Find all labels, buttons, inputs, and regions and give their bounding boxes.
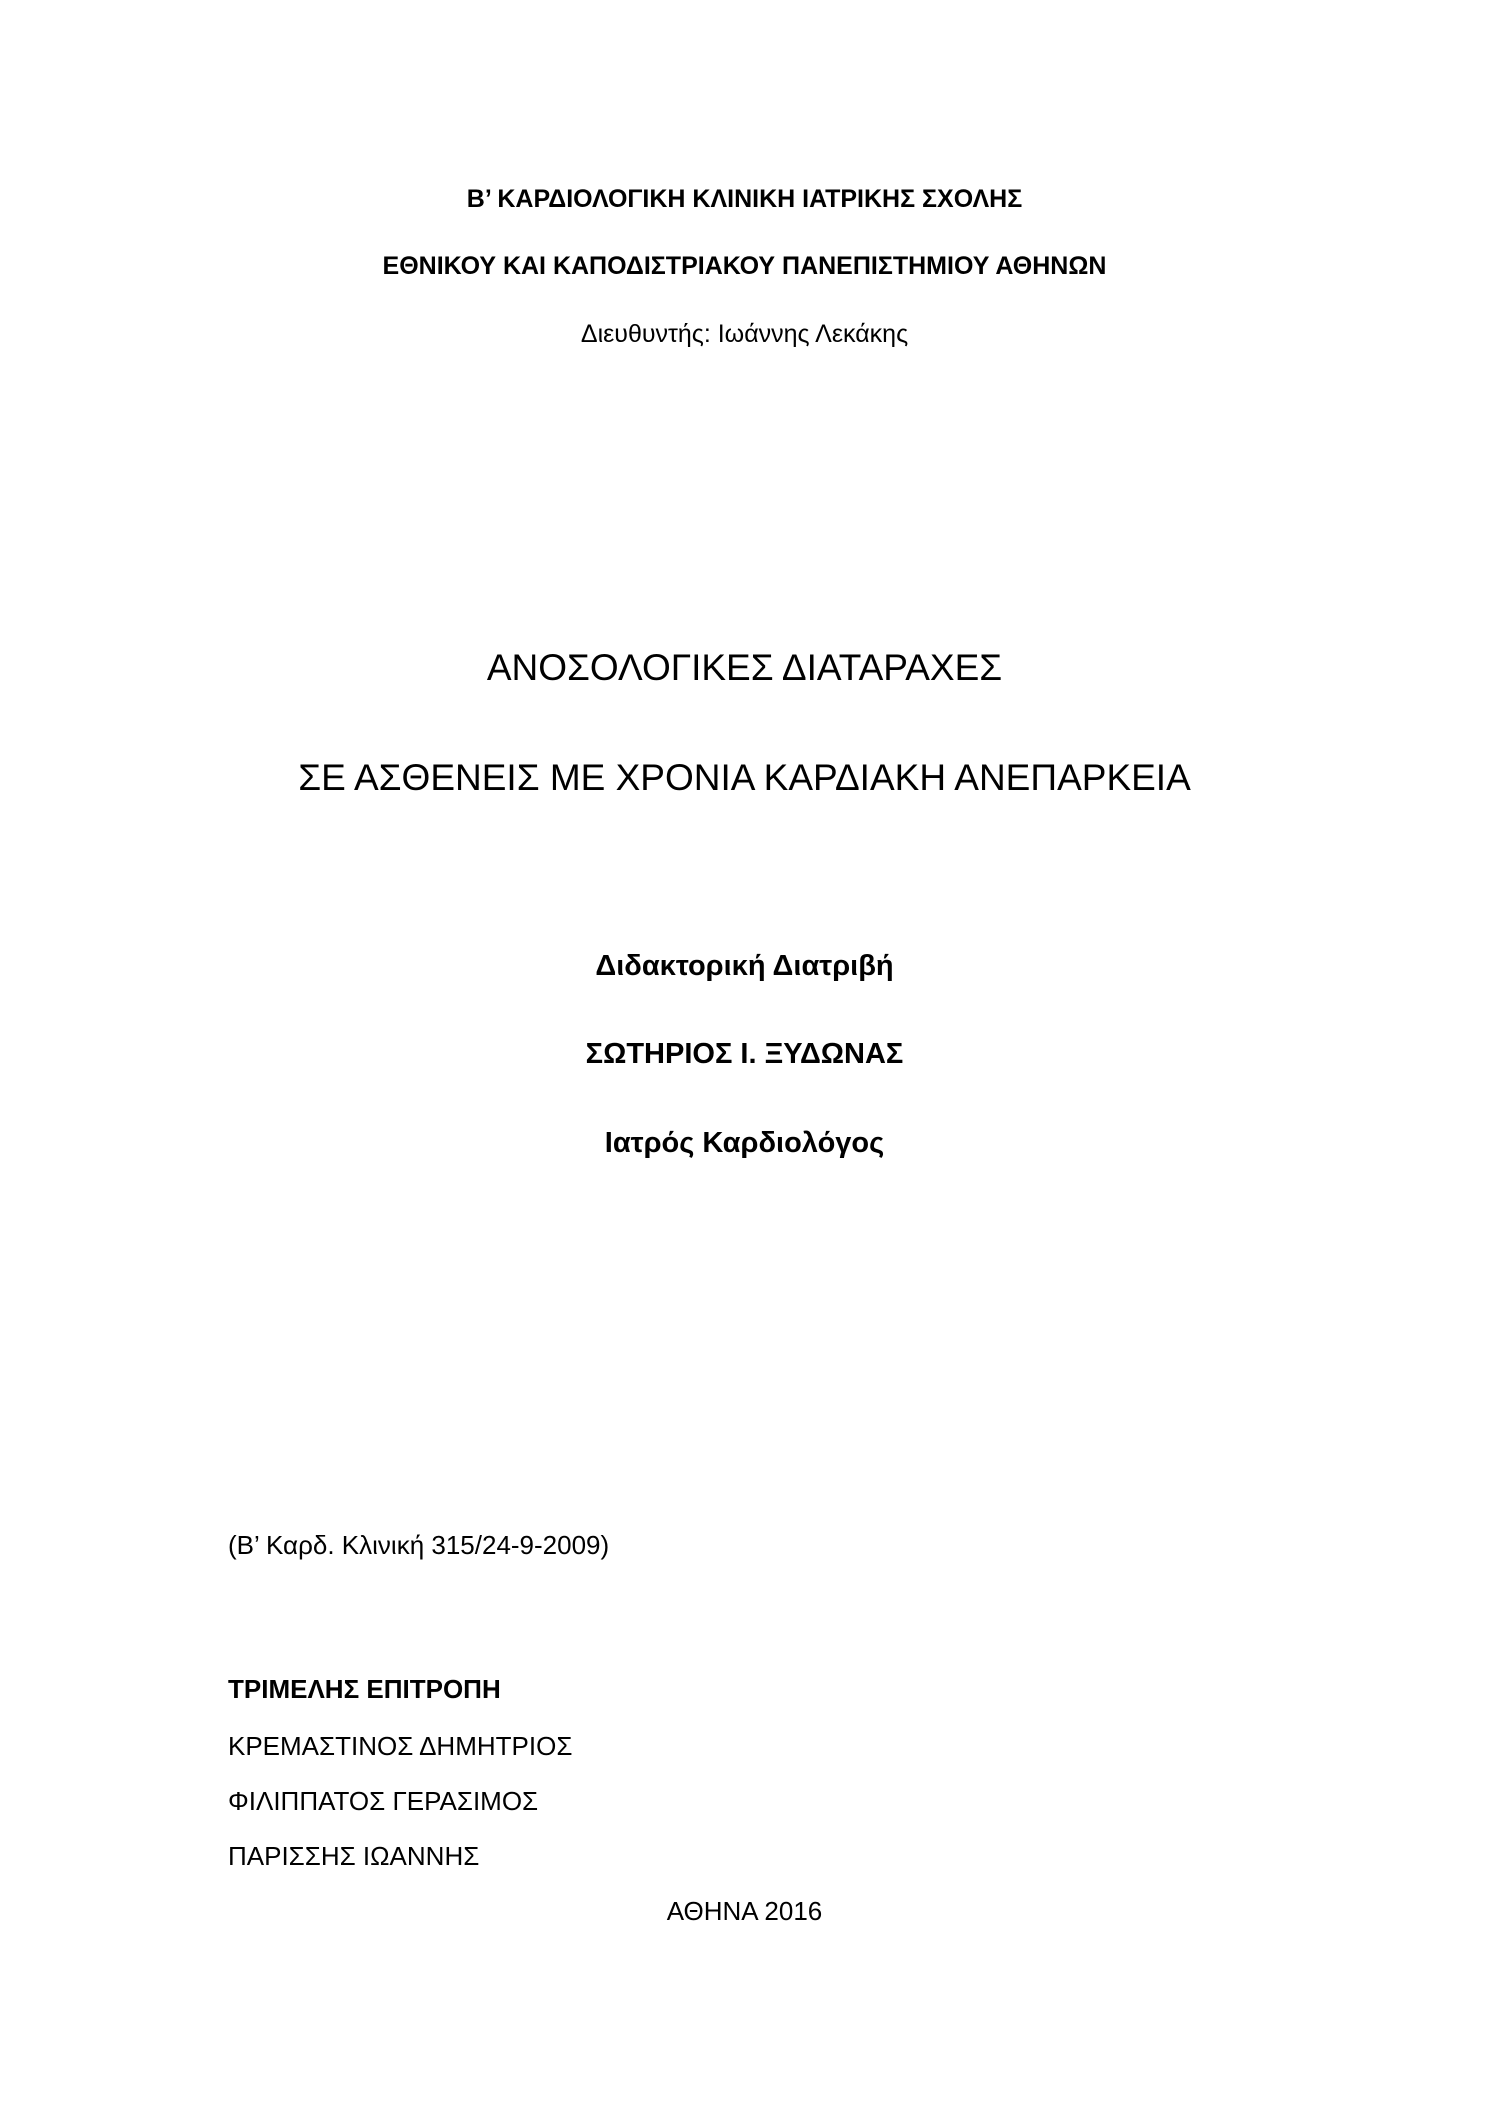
approval-reference: (Β’ Καρδ. Κλινική 315/24-9-2009)	[228, 1530, 610, 1560]
place-year: ΑΘΗΝΑ 2016	[666, 1896, 823, 1926]
school-name: Β’ ΚΑΡΔΙΟΛΟΓΙΚΗ ΚΛΙΝΙΚΗ ΙΑΤΡΙΚΗΣ ΣΧΟΛΗΣ	[466, 185, 1023, 213]
committee-member: ΠΑΡΙΣΣΗΣ ΙΩΑΝΝΗΣ	[228, 1841, 480, 1871]
university-name: ΕΘΝΙΚΟΥ ΚΑΙ ΚΑΠΟΔΙΣΤΡΙΑΚΟΥ ΠΑΝΕΠΙΣΤΗΜΙΟΥ ΑΘΗΝΩΝ	[382, 252, 1107, 280]
thesis-title-line-2: ΣΕ ΑΣΘΕΝΕΙΣ ΜΕ ΧΡΟΝΙΑ ΚΑΡΔΙΑΚΗ ΑΝΕΠΑΡΚΕΙΑ	[298, 757, 1191, 798]
committee-member: ΦΙΛΙΠΠΑΤΟΣ ΓΕΡΑΣΙΜΟΣ	[228, 1786, 539, 1816]
thesis-title-line-1: ΑΝΟΣΟΛΟΓΙΚΕΣ ΔΙΑΤΑΡΑΧΕΣ	[486, 647, 1003, 688]
author-profession: Ιατρός Καρδιολόγος	[604, 1127, 885, 1159]
committee-heading: ΤΡΙΜΕΛΗΣ ΕΠΙΤΡΟΠΗ	[228, 1674, 501, 1704]
committee-member: ΚΡΕΜΑΣΤΙΝΟΣ ΔΗΜΗΤΡΙΟΣ	[228, 1731, 573, 1761]
author-name: ΣΩΤΗΡΙΟΣ Ι. ΞΥΔΩΝΑΣ	[585, 1038, 904, 1070]
thesis-type: Διδακτορική Διατριβή	[595, 950, 894, 982]
director-line: Διευθυντής: Ιωάννης Λεκάκης	[580, 320, 909, 348]
